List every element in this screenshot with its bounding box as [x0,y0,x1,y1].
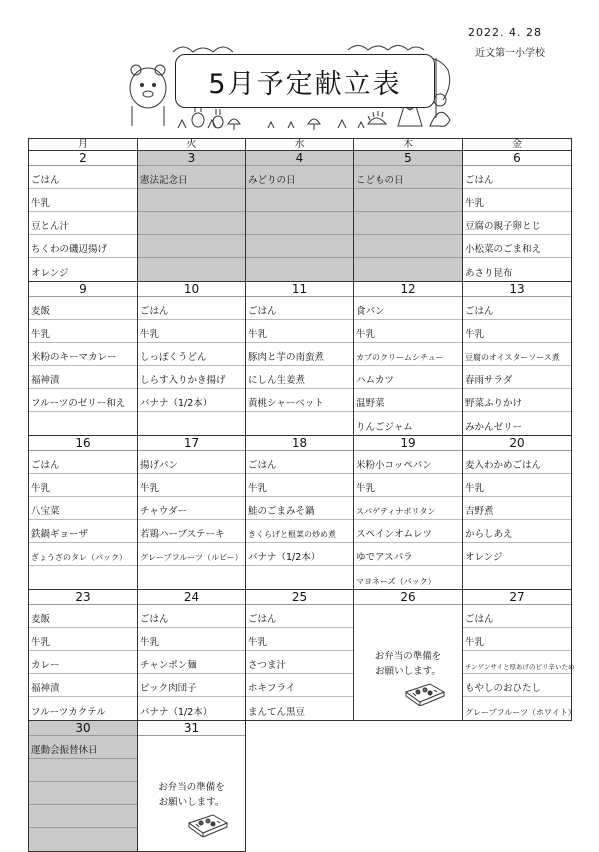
menu-line [29,543,137,566]
day-number: 3 [138,151,245,166]
menu-line [138,674,245,697]
menu-line [138,543,245,566]
menu-line [463,674,571,697]
menu-item: 牛乳 [140,329,160,340]
menu-line [354,343,462,366]
bento-note-line: お願いします。 [158,797,225,808]
issue-date: 2022. 4. 28 [468,26,542,39]
menu-item: 福神漬 [31,375,60,386]
menu-item: フルーツカクテル [31,707,106,718]
menu-item: 麦飯 [31,306,51,317]
menu-item: マヨネーズ（パック） [356,577,436,586]
bento-note-line: お願いします。 [375,666,441,677]
day-cell [138,436,246,590]
menu-line [29,474,137,497]
menu-item: 麦入わかめごはん [465,460,542,471]
day-number: 5 [354,151,462,166]
menu-item: 牛乳 [31,637,51,648]
menu-item: 豆腐の親子卵とじ [465,221,542,232]
menu-line [246,297,353,320]
menu-calendar [28,138,576,852]
menu-line [138,235,245,258]
empty-cell [354,721,463,852]
day-cell [138,151,246,282]
menu-item: チャウダー [140,506,188,517]
day-number: 20 [463,436,571,451]
menu-item: ごはん [140,614,169,625]
menu-item: にしん生姜煮 [248,375,306,386]
menu-line [463,189,571,212]
day-cell [463,151,572,282]
menu-line [138,605,245,628]
menu-line [29,674,137,697]
menu-line [29,389,137,412]
day-cell [29,436,138,590]
menu-line [29,651,137,674]
menu-line [29,366,137,389]
week-row [29,282,572,436]
menu-line [29,736,137,759]
menu-item: 牛乳 [356,329,376,340]
menu-line [138,520,245,543]
week-row [29,590,572,721]
menu-line [29,697,137,720]
menu-line [138,320,245,343]
menu-line [246,366,353,389]
menu-line [354,189,462,212]
day-number: 9 [29,282,137,297]
menu-item: あさり昆布 [465,268,513,279]
menu-item: 麦飯 [31,614,51,625]
empty-cell [246,721,354,852]
menu-item: カブのクリームシチュー [356,353,444,362]
menu-item: 若鶏ハーブステーキ [140,529,225,540]
day-number: 4 [246,151,353,166]
menu-item: 牛乳 [465,198,485,209]
menu-item: フルーツのゼリー和え [31,398,126,409]
menu-line [138,297,245,320]
menu-item: ごはん [465,175,494,186]
menu-item: 牛乳 [356,483,376,494]
week-row [29,721,572,852]
menu-line [246,651,353,674]
menu-line [463,212,571,235]
menu-line [246,320,353,343]
menu-line [29,782,137,805]
menu-item: 憲法記念日 [140,175,188,186]
day-cell [246,436,354,590]
menu-item: 米粉のキーマカレー [31,352,117,363]
menu-line [354,566,462,589]
menu-item: 牛乳 [248,637,268,648]
menu-line [246,566,353,589]
menu-item: 豆腐のオイスターソース煮 [465,353,560,362]
menu-line [246,343,353,366]
menu-line [246,474,353,497]
menu-item: 米粉小コッペパン [356,460,432,471]
school-name: 近文第一小学校 [475,48,545,59]
menu-line [246,212,353,235]
day-cell [246,151,354,282]
menu-line [354,543,462,566]
menu-item: 黄桃シャーベット [248,398,324,409]
menu-line [29,497,137,520]
menu-line [463,389,571,412]
menu-line [29,412,137,435]
day-cell [246,590,354,721]
menu-line [246,520,353,543]
day-cell [354,151,463,282]
day-cell [138,590,246,721]
menu-item: きくらげと根菜の炒め煮 [248,530,336,539]
menu-line [138,212,245,235]
menu-line [463,320,571,343]
day-cell [246,282,354,436]
menu-line [246,605,353,628]
weekday-wed: 水 [246,139,354,151]
weekday-thu: 木 [354,139,463,151]
menu-item: グレープフルーツ（ルビー） [140,553,243,562]
menu-item: ごはん [248,306,277,317]
day-cell [463,590,576,721]
menu-line [463,366,571,389]
day-number: 18 [246,436,353,451]
menu-item: ごはん [31,175,60,186]
menu-line [29,297,137,320]
menu-item: ホキフライ [248,683,296,694]
day-cell [354,436,463,590]
menu-item: 牛乳 [248,329,268,340]
menu-line [29,343,137,366]
menu-line [29,212,137,235]
menu-item: さつま汁 [248,660,287,671]
menu-line [354,212,462,235]
menu-line [354,474,462,497]
menu-item: カレー [31,660,60,671]
menu-line [354,297,462,320]
day-number: 24 [138,590,245,605]
menu-line [29,320,137,343]
menu-line [463,520,571,543]
menu-item: 鉄鍋ギョーザ [31,529,89,540]
menu-item: ごはん [248,614,277,625]
day-cell [463,282,572,436]
menu-item: ピック肉団子 [140,683,197,694]
day-cell [138,721,246,852]
menu-item: チンゲンサイと厚あげのピリ辛いため [465,663,575,671]
menu-line [138,366,245,389]
menu-item: ごはん [31,460,60,471]
weekday-tue: 火 [138,139,246,151]
menu-item: ぎょうざのタレ（パック） [31,553,127,562]
menu-item: しらす入りかき揚げ [140,375,226,386]
menu-line [463,497,571,520]
day-cell [138,282,246,436]
menu-line [29,166,137,189]
menu-item: りんごジャム [356,422,413,433]
menu-line [138,166,245,189]
menu-line [463,605,571,628]
menu-item: スペインオムレツ [356,529,433,540]
day-cell [354,590,463,721]
menu-item: 豚肉と芋の南蛮煮 [248,352,325,363]
menu-line [29,628,137,651]
menu-line [463,451,571,474]
menu-line [138,651,245,674]
menu-item: 八宝菜 [31,506,60,517]
menu-item: ごはん [248,460,277,471]
day-number: 11 [246,282,353,297]
menu-line [354,389,462,412]
menu-line [246,258,353,281]
menu-item: 温野菜 [356,398,385,409]
menu-item: こどもの日 [356,175,404,186]
menu-item: ごはん [140,306,169,317]
menu-line [463,697,576,720]
menu-item: 春雨サラダ [465,375,513,386]
menu-line [246,412,353,435]
menu-line [354,520,462,543]
menu-line [354,497,462,520]
weekday-mon: 月 [29,139,138,151]
menu-line [138,343,245,366]
day-number: 30 [29,721,137,736]
menu-item: 牛乳 [31,483,51,494]
menu-line [138,628,245,651]
page-title: 5月予定献立表 [208,68,402,100]
menu-line [29,520,137,543]
menu-item: ごはん [465,614,494,625]
day-number: 19 [354,436,462,451]
day-number: 16 [29,436,137,451]
title-frame [175,54,435,108]
menu-item: 鮭のごまみそ鍋 [248,506,315,517]
menu-item: バナナ（1/2本） [248,552,321,563]
menu-line [463,297,571,320]
bento-note-line: お弁当の準備を [158,782,225,793]
menu-item: ちくわの磯辺揚げ [31,244,108,255]
menu-item: ゆでアスパラ [356,552,413,563]
day-cell [29,721,138,852]
menu-item: 牛乳 [465,637,485,648]
menu-line [463,343,571,366]
day-number: 31 [138,721,245,736]
menu-line [246,674,353,697]
menu-item: まんてん黒豆 [248,707,306,718]
menu-line [463,235,571,258]
menu-line [29,235,137,258]
menu-item: 牛乳 [140,637,160,648]
menu-item: 牛乳 [31,198,51,209]
menu-item: オレンジ [31,268,69,279]
menu-item: 運動会振替休日 [31,745,98,756]
menu-line [354,451,462,474]
menu-item: 豆とん汁 [31,221,70,232]
menu-line [246,697,353,720]
menu-line [463,412,571,435]
menu-item: 福神漬 [31,683,60,694]
day-cell [29,151,138,282]
day-number: 2 [29,151,137,166]
week-row [29,151,572,282]
menu-item: オレンジ [465,552,503,563]
bento-box-icon [187,811,229,837]
menu-item: 牛乳 [465,483,485,494]
bento-note [354,649,462,679]
day-number: 17 [138,436,245,451]
menu-line [138,412,245,435]
menu-line [354,320,462,343]
menu-line [354,235,462,258]
menu-line [29,759,137,782]
day-number: 23 [29,590,137,605]
menu-item: 食パン [356,306,385,317]
day-number: 25 [246,590,353,605]
week-row [29,436,572,590]
menu-line [29,258,137,281]
menu-item: チャンポン麺 [140,660,197,671]
menu-line [138,497,245,520]
menu-item: バナナ（1/2本） [140,398,213,409]
menu-line [246,189,353,212]
menu-line [29,189,137,212]
day-number: 6 [463,151,571,166]
day-number: 27 [463,590,571,605]
bento-note [138,780,245,810]
menu-item: グレープフルーツ（ホワイト） [465,708,576,717]
menu-line [354,366,462,389]
menu-line [29,566,137,589]
menu-item: みかんゼリー [465,422,523,433]
menu-item: スパゲティナポリタン [356,507,436,516]
day-cell [354,282,463,436]
menu-line [463,474,571,497]
menu-line [246,451,353,474]
menu-line [138,474,245,497]
menu-line [246,389,353,412]
bento-box-icon [404,680,446,706]
menu-item: 牛乳 [248,483,268,494]
menu-item: もやしのおひたし [465,683,542,694]
menu-line [138,389,245,412]
menu-item: バナナ（1/2本） [140,707,213,718]
day-cell [29,590,138,721]
menu-line [354,412,462,435]
menu-line [246,543,353,566]
menu-line [354,258,462,281]
menu-item: ハムカツ [356,375,395,386]
menu-line [463,628,571,651]
empty-cell [463,721,572,852]
menu-item: みどりの日 [248,175,296,186]
menu-line [138,451,245,474]
menu-line [138,697,245,720]
menu-item: 小松菜のごま和え [465,244,542,255]
menu-item: 吉野煮 [465,506,494,517]
menu-line [29,605,137,628]
menu-line [138,189,245,212]
menu-line [138,566,245,589]
day-number: 10 [138,282,245,297]
menu-line [354,166,462,189]
menu-item: 野菜ふりかけ [465,398,523,409]
menu-item: 揚げパン [140,460,179,471]
menu-line [29,451,137,474]
day-cell [29,282,138,436]
menu-item: 牛乳 [465,329,485,340]
weekday-fri: 金 [463,139,572,151]
bento-note-line: お弁当の準備を [374,651,442,662]
menu-line [246,628,353,651]
menu-line [463,543,571,566]
menu-item: 牛乳 [31,329,51,340]
menu-line [463,566,571,589]
menu-item: 牛乳 [140,483,160,494]
menu-line [29,805,137,828]
menu-line [463,166,571,189]
weekday-header-row [29,139,572,151]
menu-line [246,497,353,520]
day-number: 26 [354,590,462,605]
day-number: 12 [354,282,462,297]
menu-line [463,651,575,674]
day-cell [463,436,572,590]
menu-item: からしあえ [465,529,513,540]
menu-line [246,235,353,258]
menu-item: しっぽくうどん [140,352,207,363]
menu-line [138,258,245,281]
menu-line [246,166,353,189]
menu-line [463,258,571,281]
day-number: 13 [463,282,571,297]
menu-item: ごはん [465,306,494,317]
